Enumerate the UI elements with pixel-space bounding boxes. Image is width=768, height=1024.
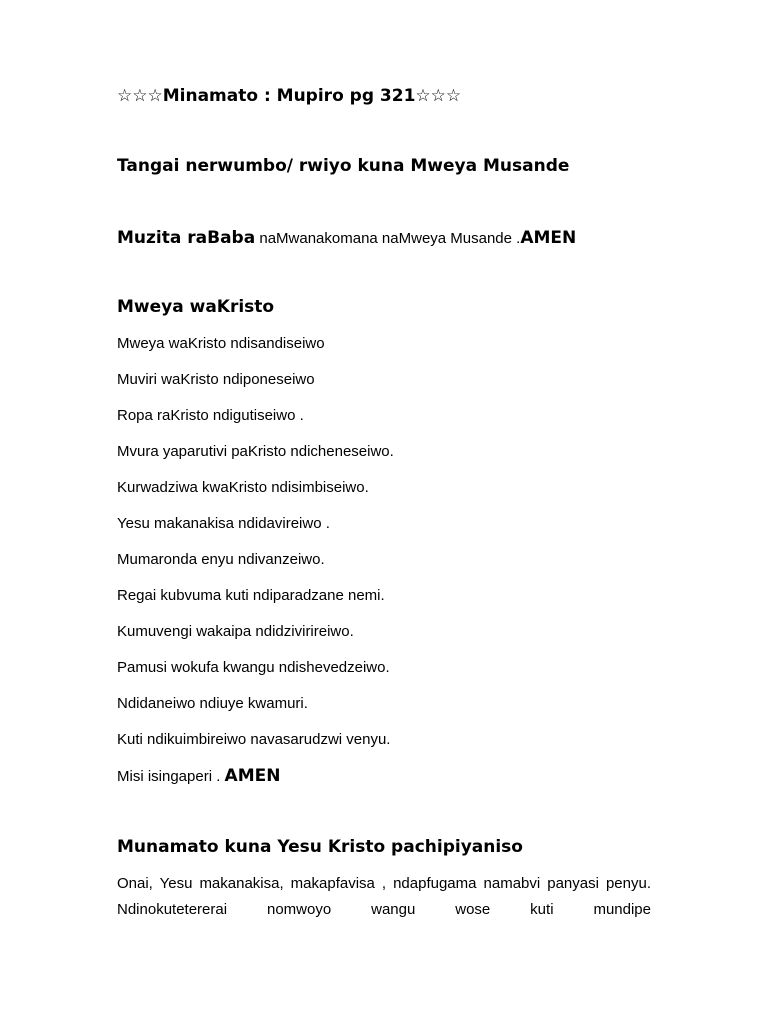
invocation-line xyxy=(117,228,576,248)
prayer-line: Ndidaneiwo ndiuye kwamuri. xyxy=(117,695,308,712)
prayer-line: Mweya waKristo ndisandiseiwo xyxy=(117,335,325,352)
prayer-line: Pamusi wokufa kwangu ndishevedzeiwo. xyxy=(117,659,390,676)
prayer-line: Yesu makanakisa ndidavireiwo . xyxy=(117,515,330,532)
closing-text: Misi isingaperi . xyxy=(117,768,225,785)
prayer-line: Muviri waKristo ndiponeseiwo xyxy=(117,371,315,388)
prayer-line: Ropa raKristo ndigutiseiwo . xyxy=(117,407,304,424)
closing-line xyxy=(117,766,280,786)
closing-amen: AMEN xyxy=(224,766,281,786)
invocation-bold-start: Muzita raBaba xyxy=(117,228,256,248)
invocation-middle: naMwanakomana naMweya Musande . xyxy=(255,230,521,247)
prayer-line: Regai kubvuma kuti ndiparadzane nemi. xyxy=(117,587,385,604)
section-heading-munamato: Munamato kuna Yesu Kristo pachipiyaniso xyxy=(117,837,523,857)
section-heading-mweya: Mweya waKristo xyxy=(117,297,275,317)
prayer-line: Mvura yaparutivi paKristo ndicheneseiwo. xyxy=(117,443,394,460)
prayer-line: Kuti ndikuimbireiwo navasarudzwi venyu. xyxy=(117,731,391,748)
prayer-line: Kurwadziwa kwaKristo ndisimbiseiwo. xyxy=(117,479,369,496)
invocation-amen: AMEN xyxy=(520,228,577,248)
prayer-line: Kumuvengi wakaipa ndidzivirireiwo. xyxy=(117,623,354,640)
prayer-line: Mumaronda enyu ndivanzeiwo. xyxy=(117,551,325,568)
document-title: ☆☆☆Minamato : Mupiro pg 321☆☆☆ xyxy=(117,86,462,106)
prayer-paragraph: Onai, Yesu makanakisa, makapfavisa , ndapfugama namabvi panyasi penyu. Ndinokutetererai nomwoyo wangu wose kuti mundipe xyxy=(117,875,651,918)
opening-line: Tangai nerwumbo/ rwiyo kuna Mweya Musande xyxy=(117,156,570,176)
